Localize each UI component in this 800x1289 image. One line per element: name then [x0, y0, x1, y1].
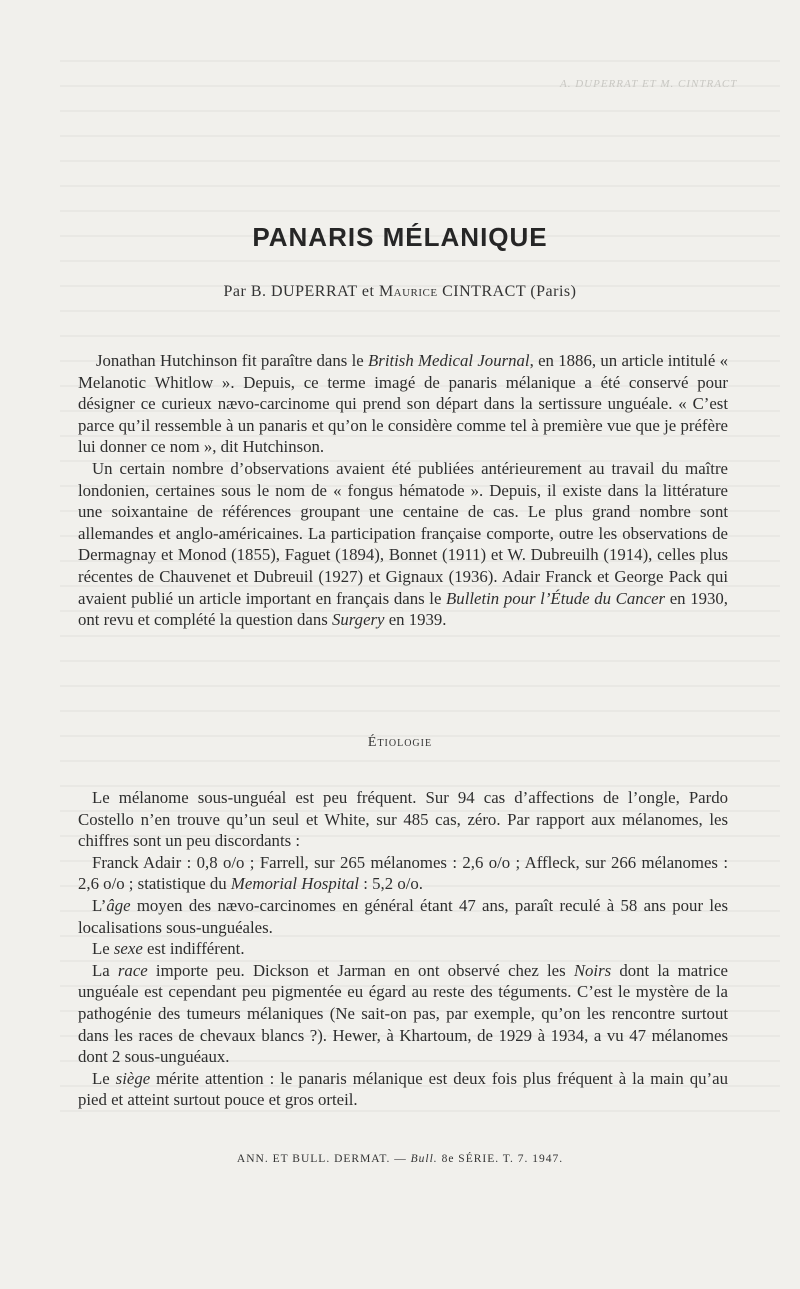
- article-title: PANARIS MÉLANIQUE: [252, 222, 548, 252]
- journal-title: Bulletin pour l’Étude du Cancer: [446, 588, 666, 608]
- etio-paragraph-5: La race importe peu. Dickson et Jarman en ont observé chez les Noirs dont la matrice unguéale est cependant peu pigmentée eu égard au reste des téguments. C’est le mystère de la pathogénie des tumeurs mélaniques (Ne sait-on pas, par exemple, qu’on les rencontre surtout dans les races de chevaux blancs ?). Hewer, à Khartoum, de 1929 à 1934, a vu 47 mélanomes dont 2 sous-unguéaux.: [78, 960, 728, 1067]
- etio-paragraph-4: Le sexe est indifférent.: [92, 939, 245, 959]
- running-head-bleed: A. DUPERRAT ET M. CINTRACT: [560, 78, 738, 90]
- journal-title: Surgery: [331, 610, 385, 630]
- footer-citation: ANN. ET BULL. DERMAT. — Bull. 8e SÉRIE. T. 7. 1947.: [236, 1153, 564, 1165]
- etio-paragraph-1: Le mélanome sous-unguéal est peu fréquent. Sur 94 cas d’affections de l’ongle, Pardo Costello n’en trouve qu’un seul et White, sur 485 cas, zéro. Par rapport aux mélanomes, les chiffres sont un peu discordants :: [78, 788, 728, 851]
- intro-paragraph-1: Jonathan Hutchinson fit paraître dans le British Medical Journal, en 1886, un article intitulé « Melanotic Whitlow ». Depuis, ce terme imagé de panaris mélanique a été conservé pour désigner ce curieux nævo-carcinome qui prend son départ dans la sertissure unguéale. « C’est parce qu’il ressemble à un panaris et qu’on le considère comme tel à première vue que je préfère lui donner ce nom », dit Hutchinson.: [78, 351, 728, 457]
- journal-title: British Medical Journal: [368, 351, 530, 370]
- byline-author2-last: CINTRACT (Paris): [437, 283, 577, 300]
- etio-paragraph-6: Le siège mérite attention : le panaris mélanique est deux fois plus fréquent à la main qu’au pied et atteint surtout pouce et gros orteil.: [78, 1068, 728, 1110]
- etio-paragraph-2: Franck Adair : 0,8 o/o ; Farrell, sur 265 mélanomes : 2,6 o/o ; Affleck, sur 266 mélanomes : 2,6 o/o ; statistique du Memorial Hospital : 5,2 o/o.: [78, 852, 728, 894]
- byline-author2-first: Maurice: [378, 283, 438, 300]
- byline-prefix: Par B. DUPERRAT et: [223, 283, 379, 300]
- section-heading: Étiologie: [367, 735, 433, 750]
- etio-paragraph-3: L’âge moyen des nævo-carcinomes en général étant 47 ans, paraît reculé à 58 ans pour les localisations sous-unguéales.: [78, 895, 728, 937]
- intro-paragraph-2: Un certain nombre d’observations avaient été publiées antérieurement au travail du maître londonien, certaines sous le nom de « fongus hématode ». Depuis, il existe dans la littérature une soixantaine de références groupant une centaine de cas. Le plus grand nombre sont allemandes et anglo-américaines. La participation française comporte, outre les observations de Dermagnay et Monod (1855), Faguet (1894), Bonnet (1911) et W. Dubreuilh (1914), celles plus récentes de Chauvenet et Dubreuil (1927) et Gignaux (1936). Adair Franck et George Pack qui avaient publié un article important en français dans le Bulletin pour l’Étude du Cancer en 1930, ont revu et complété la question dans Surgery en 1939.: [78, 458, 728, 630]
- etiologie-section: [78, 787, 728, 1111]
- intro-section: [78, 350, 728, 631]
- byline: [0, 283, 800, 301]
